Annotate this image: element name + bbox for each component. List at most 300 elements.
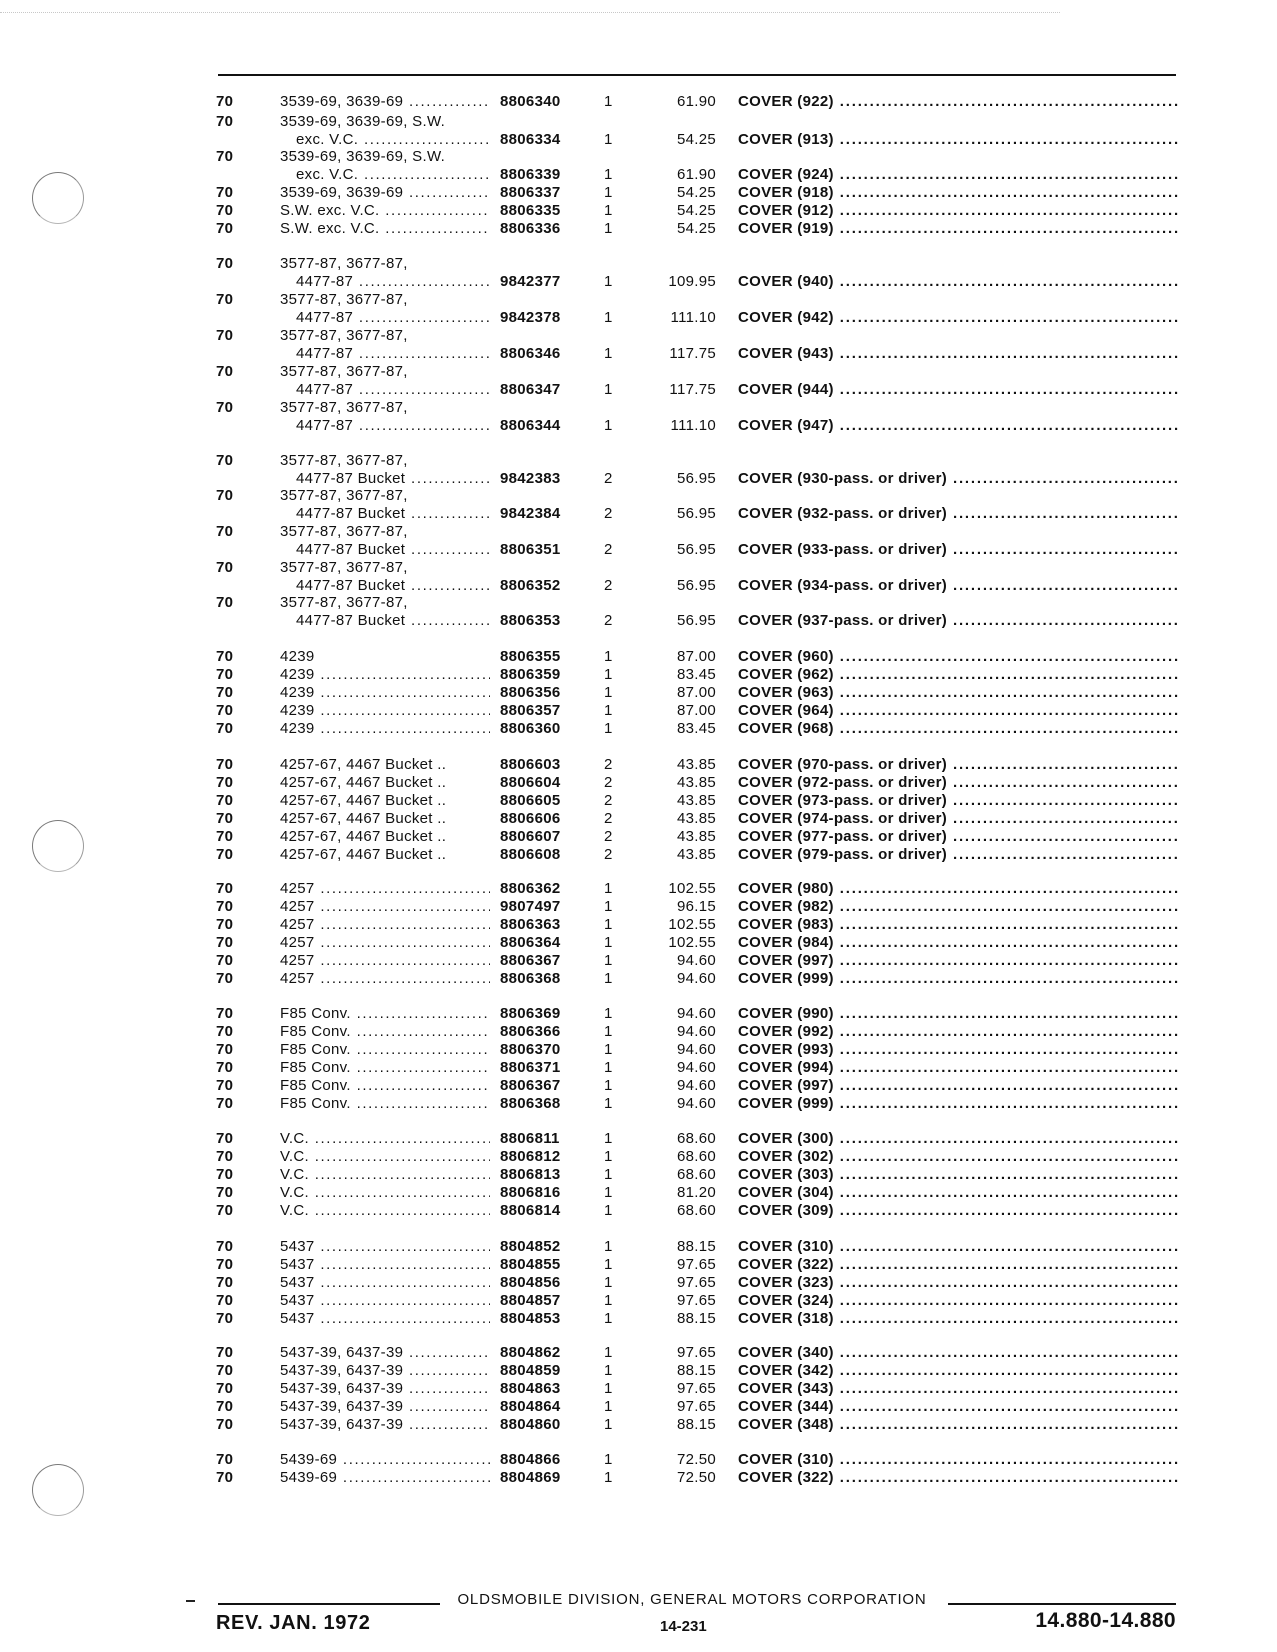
part-number: 8806334 (500, 131, 561, 148)
part-description: COVER (300) ..... (738, 1130, 1178, 1148)
part-description: COVER (977-pass. or driver) ..... (738, 828, 1178, 846)
model-numbers: 4239 ..... (280, 684, 490, 702)
part-number: 8804863 (500, 1380, 561, 1397)
part-number: 9842384 (500, 505, 561, 522)
part-number: 8806363 (500, 916, 561, 933)
model-numbers: 4257-67, 4467 Bucket .. (280, 792, 447, 809)
model-numbers: 3577-87, 3677-87, (280, 327, 408, 344)
model-year: 70 (216, 828, 234, 845)
quantity: 1 (604, 1416, 613, 1433)
model-numbers: 4257 ..... (280, 880, 490, 898)
part-description: COVER (922) ..... (738, 93, 1178, 111)
model-year: 70 (216, 1184, 234, 1201)
price: 88.15 (676, 1362, 716, 1379)
price: 109.95 (668, 273, 716, 290)
part-description: COVER (994) ..... (738, 1059, 1178, 1077)
quantity: 1 (604, 1130, 613, 1147)
quantity: 2 (604, 541, 613, 558)
model-year: 70 (216, 952, 234, 969)
model-year: 70 (216, 452, 234, 469)
quantity: 1 (604, 1274, 613, 1291)
price: 43.85 (676, 828, 716, 845)
model-numbers: 4257 ..... (280, 970, 490, 988)
model-year: 70 (216, 684, 234, 701)
margin-mark (186, 1600, 195, 1602)
quantity: 1 (604, 1256, 613, 1273)
part-description: COVER (968) ..... (738, 720, 1178, 738)
model-year: 70 (216, 594, 234, 611)
part-number: 8806369 (500, 1005, 561, 1022)
part-number: 9807497 (500, 898, 561, 915)
model-numbers: 4257-67, 4467 Bucket .. (280, 846, 447, 863)
price: 68.60 (676, 1202, 716, 1219)
price: 81.20 (676, 1184, 716, 1201)
price: 68.60 (676, 1148, 716, 1165)
price: 111.10 (670, 417, 716, 434)
model-numbers: 3539-69, 3639-69, S.W. (280, 148, 446, 165)
quantity: 1 (604, 1005, 613, 1022)
part-number: 8804855 (500, 1256, 561, 1273)
part-number: 8806816 (500, 1184, 561, 1201)
price: 56.95 (676, 577, 716, 594)
quantity: 1 (604, 720, 613, 737)
model-numbers: F85 Conv. ..... (280, 1077, 490, 1095)
price: 56.95 (676, 612, 716, 629)
model-numbers: 3577-87, 3677-87, (280, 559, 408, 576)
model-year: 70 (216, 1148, 234, 1165)
quantity: 1 (604, 1077, 613, 1094)
price: 88.15 (676, 1416, 716, 1433)
model-year: 70 (216, 792, 234, 809)
part-number: 8806339 (500, 166, 561, 183)
quantity: 1 (604, 202, 613, 219)
model-year: 70 (216, 93, 234, 110)
part-description: COVER (947) ..... (738, 417, 1178, 435)
part-description: COVER (324) ..... (738, 1292, 1178, 1310)
model-numbers: S.W. exc. V.C. ..... (280, 202, 490, 220)
quantity: 1 (604, 1310, 613, 1327)
price: 56.95 (676, 505, 716, 522)
model-year: 70 (216, 559, 234, 576)
quantity: 1 (604, 184, 613, 201)
model-numbers: F85 Conv. ..... (280, 1023, 490, 1041)
model-numbers: V.C. ..... (280, 1166, 490, 1184)
model-year: 70 (216, 1451, 234, 1468)
model-year: 70 (216, 898, 234, 915)
quantity: 2 (604, 577, 613, 594)
model-numbers: 5437 ..... (280, 1238, 490, 1256)
price: 43.85 (676, 846, 716, 863)
quantity: 2 (604, 774, 613, 791)
model-numbers: 5437-39, 6437-39 ..... (280, 1416, 490, 1434)
part-description: COVER (999) ..... (738, 970, 1178, 988)
part-number: 8804864 (500, 1398, 561, 1415)
part-number: 8804860 (500, 1416, 561, 1433)
price: 72.50 (676, 1469, 716, 1486)
part-number: 8806340 (500, 93, 561, 110)
quantity: 2 (604, 846, 613, 863)
price: 97.65 (676, 1274, 716, 1291)
price: 97.65 (676, 1292, 716, 1309)
part-description: COVER (912) ..... (738, 202, 1178, 220)
part-number: 8806370 (500, 1041, 561, 1058)
quantity: 1 (604, 952, 613, 969)
part-description: COVER (322) ..... (738, 1469, 1178, 1487)
part-description: COVER (979-pass. or driver) ..... (738, 846, 1178, 864)
model-year: 70 (216, 523, 234, 540)
part-number: 8806604 (500, 774, 561, 791)
price: 94.60 (676, 1077, 716, 1094)
model-numbers: 3539-69, 3639-69 ..... (280, 93, 490, 111)
quantity: 1 (604, 916, 613, 933)
quantity: 1 (604, 309, 613, 326)
price: 117.75 (669, 381, 716, 398)
quantity: 1 (604, 1059, 613, 1076)
footer-rule-right (948, 1603, 1176, 1605)
price: 43.85 (676, 792, 716, 809)
model-numbers: 4477-87 Bucket ..... (296, 612, 490, 630)
price: 94.60 (676, 1059, 716, 1076)
price: 83.45 (676, 666, 716, 683)
model-numbers: 4257-67, 4467 Bucket .. (280, 810, 447, 827)
quantity: 1 (604, 648, 613, 665)
model-numbers: 4239 ..... (280, 666, 490, 684)
quantity: 1 (604, 381, 613, 398)
part-description: COVER (934-pass. or driver) ..... (738, 577, 1178, 595)
quantity: 1 (604, 417, 613, 434)
model-year: 70 (216, 1344, 234, 1361)
price: 94.60 (676, 1041, 716, 1058)
part-number: 8806367 (500, 952, 561, 969)
model-numbers: 3577-87, 3677-87, (280, 399, 408, 416)
quantity: 1 (604, 1380, 613, 1397)
part-number: 8804853 (500, 1310, 561, 1327)
part-description: COVER (322) ..... (738, 1256, 1178, 1274)
part-description: COVER (918) ..... (738, 184, 1178, 202)
quantity: 1 (604, 1041, 613, 1058)
model-year: 70 (216, 1059, 234, 1076)
part-number: 8806344 (500, 417, 561, 434)
model-year: 70 (216, 148, 234, 165)
quantity: 1 (604, 131, 613, 148)
part-description: COVER (304) ..... (738, 1184, 1178, 1202)
model-year: 70 (216, 846, 234, 863)
price: 87.00 (676, 684, 716, 701)
model-year: 70 (216, 1362, 234, 1379)
quantity: 1 (604, 1023, 613, 1040)
quantity: 1 (604, 1148, 613, 1165)
model-year: 70 (216, 880, 234, 897)
part-number: 8804857 (500, 1292, 561, 1309)
part-number: 8806813 (500, 1166, 561, 1183)
model-year: 70 (216, 327, 234, 344)
price: 97.65 (676, 1380, 716, 1397)
model-numbers: 3577-87, 3677-87, (280, 255, 408, 272)
part-description: COVER (919) ..... (738, 220, 1178, 238)
part-description: COVER (342) ..... (738, 1362, 1178, 1380)
part-description: COVER (944) ..... (738, 381, 1178, 399)
model-numbers: S.W. exc. V.C. ..... (280, 220, 490, 238)
part-description: COVER (344) ..... (738, 1398, 1178, 1416)
model-year: 70 (216, 756, 234, 773)
price: 96.15 (676, 898, 716, 915)
model-numbers: 5437-39, 6437-39 ..... (280, 1344, 490, 1362)
model-year: 70 (216, 363, 234, 380)
quantity: 1 (604, 684, 613, 701)
quantity: 1 (604, 880, 613, 897)
part-description: COVER (970-pass. or driver) ..... (738, 756, 1178, 774)
model-numbers: 5437-39, 6437-39 ..... (280, 1380, 490, 1398)
model-numbers: 3539-69, 3639-69 ..... (280, 184, 490, 202)
part-number: 8806366 (500, 1023, 561, 1040)
model-numbers: 4477-87 ..... (296, 273, 490, 291)
part-description: COVER (323) ..... (738, 1274, 1178, 1292)
model-numbers: 3577-87, 3677-87, (280, 291, 408, 308)
model-numbers: 4239 ..... (280, 702, 490, 720)
part-number: 8806367 (500, 1077, 561, 1094)
price: 43.85 (676, 774, 716, 791)
footer-division: OLDSMOBILE DIVISION, GENERAL MOTORS CORPORATION (457, 1591, 927, 1608)
part-description: COVER (990) ..... (738, 1005, 1178, 1023)
price: 54.25 (676, 202, 716, 219)
part-description: COVER (997) ..... (738, 952, 1178, 970)
model-numbers: F85 Conv. ..... (280, 1059, 490, 1077)
model-year: 70 (216, 1202, 234, 1219)
model-year: 70 (216, 1041, 234, 1058)
part-number: 8806352 (500, 577, 561, 594)
quantity: 1 (604, 1292, 613, 1309)
model-numbers: 4257 ..... (280, 934, 490, 952)
model-numbers: 3577-87, 3677-87, (280, 523, 408, 540)
price: 88.15 (676, 1238, 716, 1255)
part-description: COVER (993) ..... (738, 1041, 1178, 1059)
part-description: COVER (974-pass. or driver) ..... (738, 810, 1178, 828)
price: 88.15 (676, 1310, 716, 1327)
price: 43.85 (676, 810, 716, 827)
part-number: 8806351 (500, 541, 561, 558)
part-description: COVER (997) ..... (738, 1077, 1178, 1095)
part-description: COVER (999) ..... (738, 1095, 1178, 1113)
quantity: 2 (604, 792, 613, 809)
part-number: 8806605 (500, 792, 561, 809)
model-numbers: 5439-69 ..... (280, 1469, 490, 1487)
quantity: 1 (604, 1362, 613, 1379)
model-year: 70 (216, 291, 234, 308)
price: 56.95 (676, 541, 716, 558)
footer-rule-left (218, 1603, 440, 1605)
part-description: COVER (303) ..... (738, 1166, 1178, 1184)
part-number: 8806347 (500, 381, 561, 398)
part-number: 9842378 (500, 309, 561, 326)
model-year: 70 (216, 810, 234, 827)
model-numbers: 5437-39, 6437-39 ..... (280, 1362, 490, 1380)
part-number: 8806811 (500, 1130, 560, 1147)
model-year: 70 (216, 1023, 234, 1040)
model-year: 70 (216, 1398, 234, 1415)
part-description: COVER (933-pass. or driver) ..... (738, 541, 1178, 559)
part-description: COVER (924) ..... (738, 166, 1178, 184)
footer-page-number: 14-231 (660, 1618, 707, 1635)
part-description: COVER (992) ..... (738, 1023, 1178, 1041)
model-year: 70 (216, 934, 234, 951)
model-year: 70 (216, 1380, 234, 1397)
price: 102.55 (668, 916, 716, 933)
model-year: 70 (216, 1469, 234, 1486)
part-number: 8804852 (500, 1238, 561, 1255)
part-number: 8806336 (500, 220, 561, 237)
part-description: COVER (962) ..... (738, 666, 1178, 684)
price: 94.60 (676, 970, 716, 987)
model-year: 70 (216, 970, 234, 987)
part-number: 9842377 (500, 273, 561, 290)
quantity: 1 (604, 345, 613, 362)
price: 54.25 (676, 131, 716, 148)
price: 97.65 (676, 1256, 716, 1273)
quantity: 1 (604, 1469, 613, 1486)
model-year: 70 (216, 1095, 234, 1112)
quantity: 2 (604, 756, 613, 773)
price: 94.60 (676, 1005, 716, 1022)
part-number: 8806355 (500, 648, 561, 665)
part-description: COVER (343) ..... (738, 1380, 1178, 1398)
price: 102.55 (668, 934, 716, 951)
price: 72.50 (676, 1451, 716, 1468)
model-year: 70 (216, 1130, 234, 1147)
price: 61.90 (676, 93, 716, 110)
quantity: 1 (604, 273, 613, 290)
model-numbers: 4257-67, 4467 Bucket .. (280, 756, 447, 773)
part-description: COVER (984) ..... (738, 934, 1178, 952)
model-numbers: F85 Conv. ..... (280, 1005, 490, 1023)
model-numbers: 5437-39, 6437-39 ..... (280, 1398, 490, 1416)
model-year: 70 (216, 720, 234, 737)
part-description: COVER (309) ..... (738, 1202, 1178, 1220)
price: 68.60 (676, 1130, 716, 1147)
model-year: 70 (216, 1166, 234, 1183)
price: 56.95 (676, 470, 716, 487)
quantity: 1 (604, 898, 613, 915)
model-year: 70 (216, 184, 234, 201)
model-year: 70 (216, 774, 234, 791)
price: 94.60 (676, 1023, 716, 1040)
part-number: 8806607 (500, 828, 561, 845)
model-numbers: V.C. ..... (280, 1148, 490, 1166)
part-description: COVER (340) ..... (738, 1344, 1178, 1362)
model-numbers: 3577-87, 3677-87, (280, 487, 408, 504)
quantity: 2 (604, 810, 613, 827)
model-year: 70 (216, 666, 234, 683)
model-numbers: 3577-87, 3677-87, (280, 452, 408, 469)
part-number: 8804866 (500, 1451, 561, 1468)
part-number: 8806603 (500, 756, 561, 773)
model-numbers: 4257-67, 4467 Bucket .. (280, 774, 447, 791)
model-year: 70 (216, 648, 234, 665)
model-numbers: V.C. ..... (280, 1130, 490, 1148)
model-numbers: V.C. ..... (280, 1202, 490, 1220)
model-year: 70 (216, 1077, 234, 1094)
model-year: 70 (216, 202, 234, 219)
footer-revision: REV. JAN. 1972 (216, 1612, 371, 1634)
part-number: 8806360 (500, 720, 561, 737)
model-numbers: 5439-69 ..... (280, 1451, 490, 1469)
quantity: 2 (604, 505, 613, 522)
part-number: 8804859 (500, 1362, 561, 1379)
model-year: 70 (216, 1238, 234, 1255)
part-number: 8804862 (500, 1344, 561, 1361)
part-description: COVER (932-pass. or driver) ..... (738, 505, 1178, 523)
quantity: 2 (604, 828, 613, 845)
part-description: COVER (943) ..... (738, 345, 1178, 363)
part-description: COVER (348) ..... (738, 1416, 1178, 1434)
model-numbers: 4257 ..... (280, 916, 490, 934)
model-numbers: F85 Conv. ..... (280, 1041, 490, 1059)
part-number: 8806357 (500, 702, 561, 719)
model-year: 70 (216, 916, 234, 933)
part-description: COVER (913) ..... (738, 131, 1178, 149)
model-numbers: 4477-87 Bucket ..... (296, 577, 490, 595)
price: 43.85 (676, 756, 716, 773)
model-numbers: 5437 ..... (280, 1292, 490, 1310)
model-year: 70 (216, 1292, 234, 1309)
model-year: 70 (216, 113, 234, 130)
model-year: 70 (216, 1310, 234, 1327)
model-numbers: exc. V.C. ..... (296, 166, 490, 184)
model-numbers: 3577-87, 3677-87, (280, 363, 408, 380)
model-numbers: 3577-87, 3677-87, (280, 594, 408, 611)
model-year: 70 (216, 487, 234, 504)
part-description: COVER (302) ..... (738, 1148, 1178, 1166)
quantity: 1 (604, 970, 613, 987)
quantity: 1 (604, 1238, 613, 1255)
model-numbers: 4239 ..... (280, 720, 490, 738)
model-year: 70 (216, 220, 234, 237)
part-number: 8806362 (500, 880, 561, 897)
quantity: 1 (604, 702, 613, 719)
quantity: 1 (604, 1095, 613, 1112)
part-number: 8804856 (500, 1274, 561, 1291)
price: 94.60 (676, 952, 716, 969)
quantity: 1 (604, 1202, 613, 1219)
price: 117.75 (669, 345, 716, 362)
part-number: 8806368 (500, 970, 561, 987)
model-numbers: 4257 ..... (280, 952, 490, 970)
part-number: 8804869 (500, 1469, 561, 1486)
part-description: COVER (937-pass. or driver) ..... (738, 612, 1178, 630)
quantity: 1 (604, 1398, 613, 1415)
part-description: COVER (310) ..... (738, 1238, 1178, 1256)
model-numbers: 5437 ..... (280, 1274, 490, 1292)
part-description: COVER (318) ..... (738, 1310, 1178, 1328)
part-description: COVER (310) ..... (738, 1451, 1178, 1469)
model-numbers: 4239 (280, 648, 315, 665)
model-numbers: F85 Conv. ..... (280, 1095, 490, 1113)
part-number: 8806371 (500, 1059, 561, 1076)
model-numbers: 5437 ..... (280, 1310, 490, 1328)
part-description: COVER (960) ..... (738, 648, 1178, 666)
model-year: 70 (216, 399, 234, 416)
part-description: COVER (982) ..... (738, 898, 1178, 916)
part-description: COVER (983) ..... (738, 916, 1178, 934)
part-number: 8806337 (500, 184, 561, 201)
quantity: 1 (604, 934, 613, 951)
model-numbers: 4477-87 Bucket ..... (296, 470, 490, 488)
footer-section-code: 14.880-14.880 (1035, 1609, 1176, 1632)
part-description: COVER (980) ..... (738, 880, 1178, 898)
part-number: 9842383 (500, 470, 561, 487)
model-numbers: 3539-69, 3639-69, S.W. (280, 113, 446, 130)
part-number: 8806606 (500, 810, 561, 827)
price: 111.10 (670, 309, 716, 326)
